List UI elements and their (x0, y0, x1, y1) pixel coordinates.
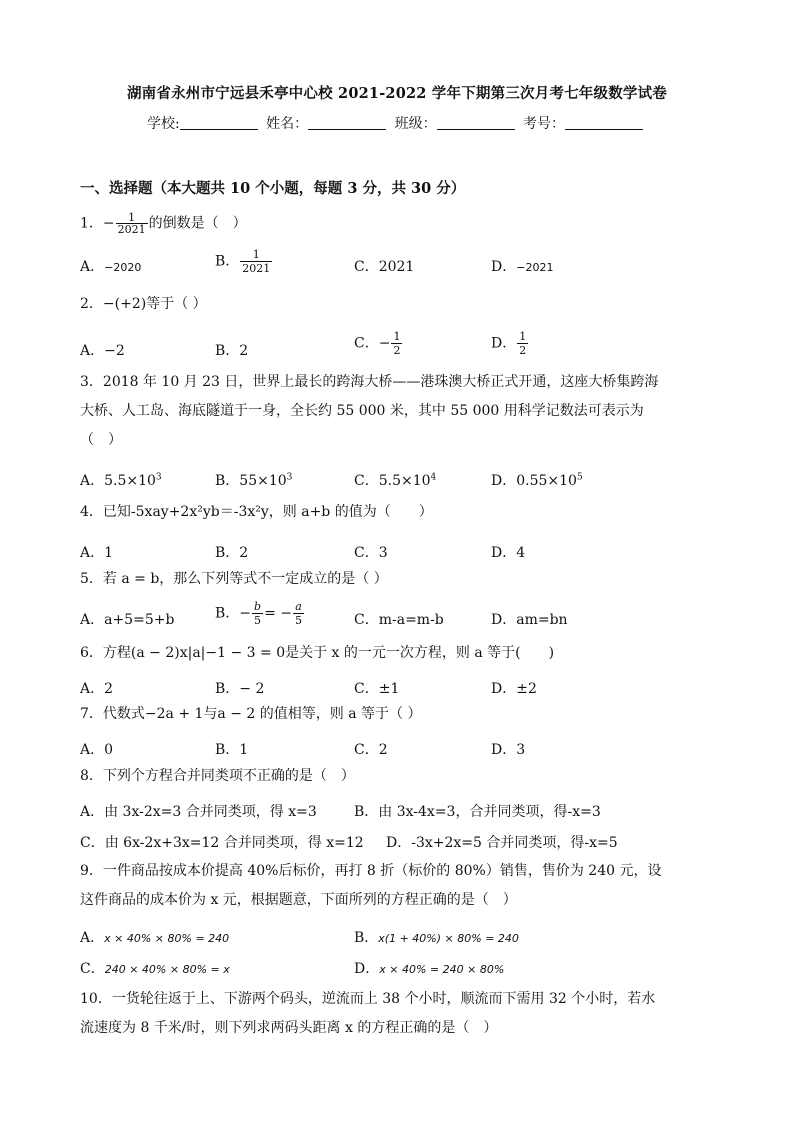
q3-option-b[interactable]: B．$55\times 10^3$ (215, 472, 293, 489)
class-label: 班级： (394, 116, 437, 132)
name-blank[interactable] (308, 115, 386, 130)
q8-option-b[interactable]: B．由 3x-4x=3，合并同类项，得-x=3 (354, 804, 601, 820)
q4-option-a[interactable]: A．1 (80, 545, 114, 561)
q8-option-a[interactable]: A．由 3x-2x=3 合并同类项，得 x=3 (80, 804, 317, 820)
question-4: 4．已知-5xay+2x²yb＝-3x²y，则 a+b 的值为（ ） (80, 504, 433, 520)
q3-option-a[interactable]: A．$5.5\times 10^3$ (80, 472, 162, 489)
school-label: 学校: (146, 116, 180, 132)
question-8: 8．下列个方程合并同类项不正确的是（ ） (80, 768, 355, 784)
q4-option-b[interactable]: B．2 (215, 545, 249, 561)
q6-option-b[interactable]: B．− 2 (215, 681, 265, 697)
q5-option-c[interactable]: C．m-a=m-b (354, 612, 444, 628)
q5-option-b[interactable]: B．− $\frac{b}{5}$ = − $\frac{a}{5}$ (215, 600, 302, 627)
q7-option-d[interactable]: D．3 (491, 742, 526, 758)
question-3: 3．2018 年 10 月 23 日，世界上最长的跨海大桥——港珠澳大桥正式开通，这座大桥集跨海 大桥、人工岛、海底隧道于一身，全长约 55 000 米，其中 55 000 用科学记数法可表示为 （ ） (80, 374, 659, 448)
class-blank[interactable] (437, 115, 515, 130)
fraction: $\frac{1}{2021}$ (117, 211, 146, 236)
q6-option-c[interactable]: C．±1 (354, 681, 400, 697)
q9-option-b[interactable]: B．x(1 + 40%) × 80% = 240 (354, 930, 519, 946)
question-2: 2．−(+2)等于（ ） (80, 296, 207, 312)
q7-option-b[interactable]: B．1 (215, 742, 249, 758)
q9-option-c[interactable]: C．240 × 40% × 80% = x (80, 961, 230, 977)
name-label: 姓名： (266, 116, 309, 132)
exam-title: 湖南省永州市宁远县禾亭中心校 2021-2022 学年下期第三次月考七年级数学试卷 (126, 85, 668, 102)
q3-option-c[interactable]: C．$5.5\times 10^4$ (354, 472, 437, 489)
q8-option-c[interactable]: C．由 6x-2x+3x=12 合并同类项，得 x=12 (80, 835, 364, 851)
q6-option-d[interactable]: D．±2 (491, 681, 537, 697)
student-info-line (0, 113, 794, 133)
q9-option-d[interactable]: D．x × 40% = 240 × 80% (354, 961, 505, 977)
q1-option-b[interactable]: B． $\frac{1}{2021}$ (215, 248, 271, 275)
school-blank[interactable] (180, 115, 258, 130)
exam-no-blank[interactable] (565, 115, 643, 130)
q5-option-a[interactable]: A．a+5=5+b (80, 612, 175, 628)
q7-option-a[interactable]: A．0 (80, 742, 114, 758)
question-1: 1．− $\frac{1}{2021}$ 的倒数是（ ） (80, 211, 247, 236)
q8-option-d[interactable]: D．-3x+2x=5 合并同类项，得-x=5 (386, 835, 618, 851)
q2-option-b[interactable]: B．2 (215, 343, 249, 359)
q1-option-d[interactable]: D．−2021 (491, 259, 554, 275)
q9-option-a[interactable]: A．x × 40% × 80% = 240 (80, 930, 230, 946)
q2-option-d[interactable]: D． $\frac{1}{2}$ (491, 330, 527, 357)
q4-option-c[interactable]: C．3 (354, 545, 388, 561)
q4-option-d[interactable]: D．4 (491, 545, 526, 561)
question-5: 5．若 a = b，那么下列等式不一定成立的是（ ） (80, 571, 388, 587)
question-9: 9．一件商品按成本价提高 40%后标价，再打 8 折（标价的 80%）销售，售价为 240 元，设 这件商品的成本价为 x 元，根据题意，下面所列的方程正确的是（ ） (80, 863, 662, 908)
q2-option-a[interactable]: A．−2 (80, 343, 125, 359)
section-heading: 一、选择题（本大题共 10 个小题，每题 3 分，共 30 分） (80, 180, 466, 197)
q6-option-a[interactable]: A．2 (80, 681, 114, 697)
q2-option-c[interactable]: C．− $\frac{1}{2}$ (354, 330, 401, 357)
exam-no-label: 考号： (523, 116, 566, 132)
q5-option-d[interactable]: D．am=bn (491, 612, 568, 628)
question-7: 7．代数式−2a + 1与a − 2 的值相等，则 a 等于（ ） (80, 706, 422, 722)
q1-option-a[interactable]: A．−2020 (80, 259, 142, 275)
question-10: 10．一货轮往返于上、下游两个码头，逆流而上 38 个小时，顺流而下需用 32 个小时，若水 流速度为 8 千米/时，则下列求两码头距离 x 的方程正确的是（ ） (80, 991, 656, 1036)
q3-option-d[interactable]: D．$0.55\times 10^5$ (491, 472, 583, 489)
q7-option-c[interactable]: C．2 (354, 742, 388, 758)
q1-option-c[interactable]: C．2021 (354, 259, 415, 275)
question-6: 6．方程(a − 2)x|a|−1 − 3 = 0是关于 x 的一元一次方程，则 a 等于( ) (80, 645, 555, 661)
